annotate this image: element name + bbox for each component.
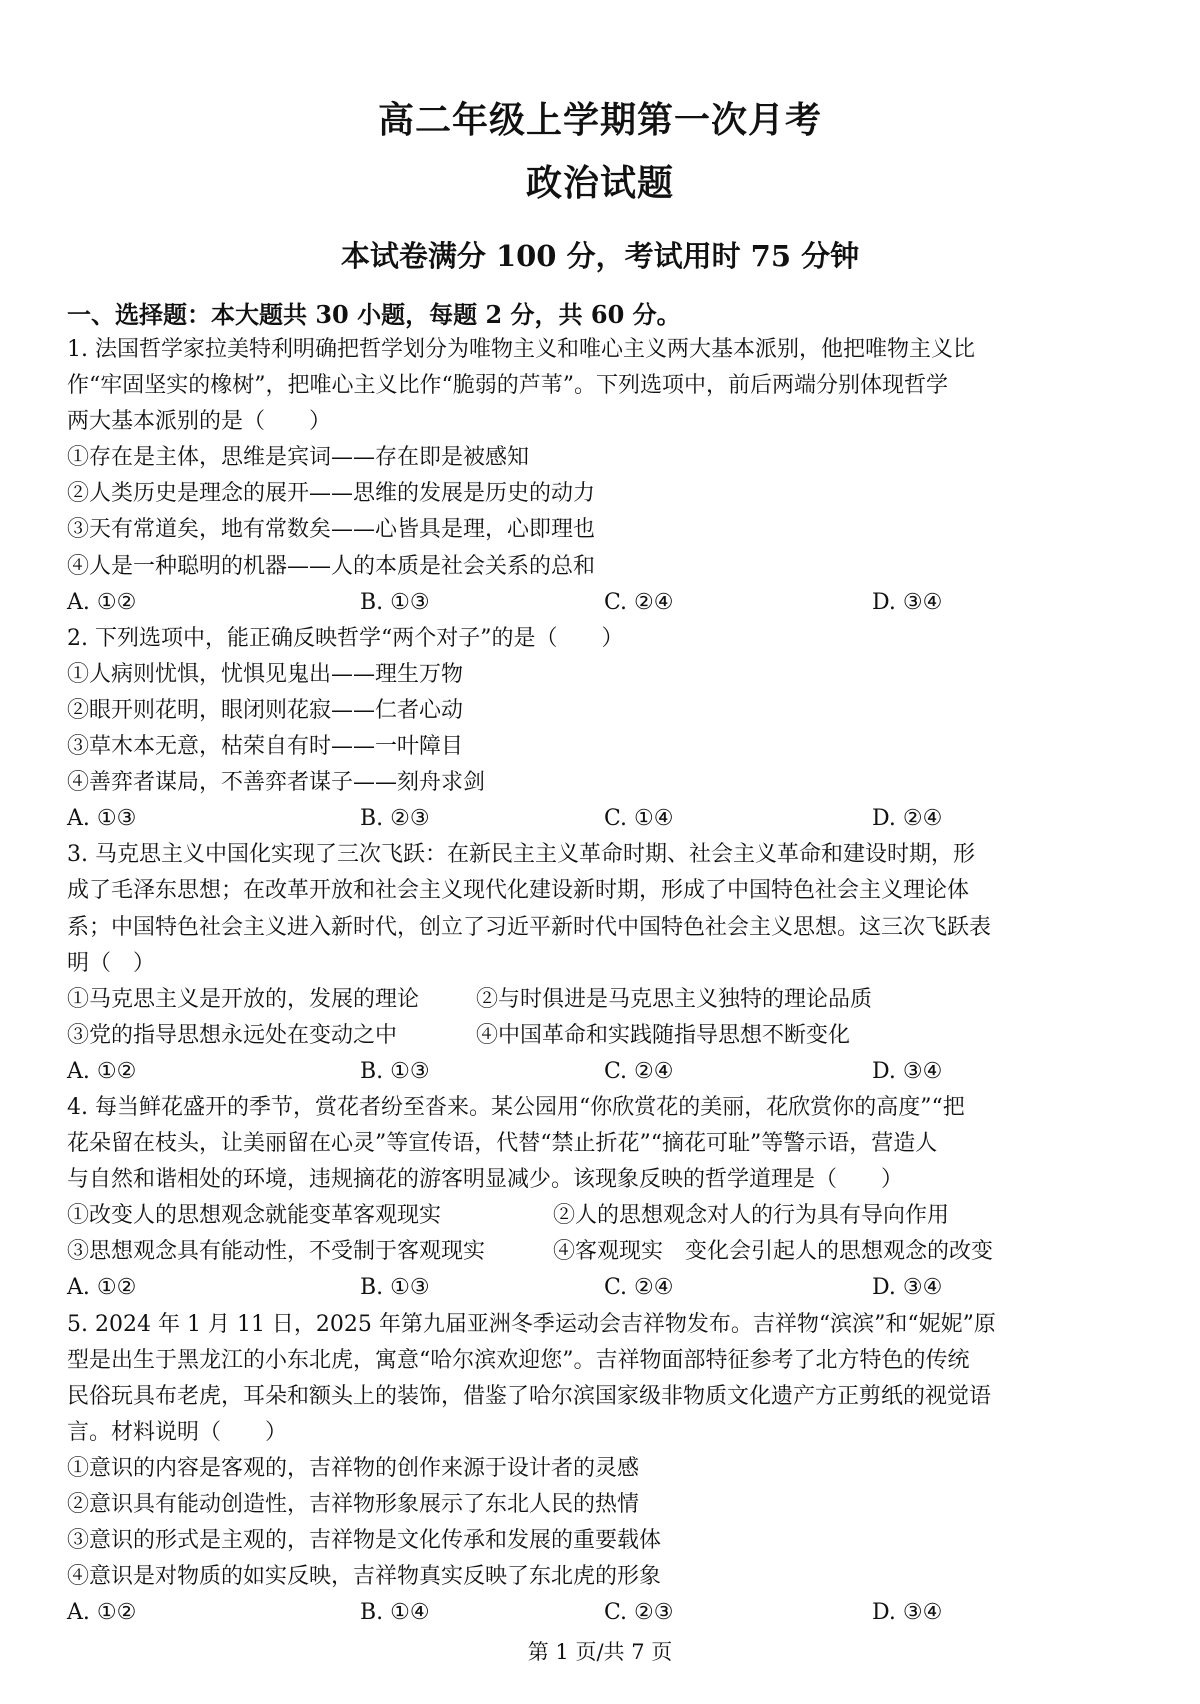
question-5 — [67, 1307, 1139, 1632]
question-stem-line: 成了毛泽东思想；在改革开放和社会主义现代化建设新时期，形成了中国特色社会主义理论体 — [67, 878, 970, 904]
option-b: B. ②③ — [360, 806, 430, 832]
answer-options — [67, 1595, 1139, 1631]
question-item: ②与时俱进是马克思主义独特的理论品质 — [476, 986, 873, 1012]
question-4 — [67, 1090, 1139, 1307]
question-stem-line: 3. 马克思主义中国化实现了三次飞跃：在新民主主义革命时期、社会主义革命和建设时期，形 — [67, 842, 975, 868]
option-a: A. ①② — [67, 1058, 137, 1084]
exam-title: 高二年级上学期第一次月考 — [377, 99, 822, 141]
question-stem-line: 系；中国特色社会主义进入新时代，创立了习近平新时代中国特色社会主义思想。这三次飞跃表 — [67, 914, 992, 940]
question-item: ①意识的内容是客观的，吉祥物的创作来源于设计者的灵感 — [67, 1455, 640, 1481]
question-item: ①人病则忧惧，忧惧见鬼出——理生万物 — [67, 661, 464, 687]
option-c: C. ②④ — [604, 1275, 674, 1301]
option-c: C. ②④ — [604, 1058, 674, 1084]
question-stem-line: 花朵留在枝头，让美丽留在心灵”等宣传语，代替“禁止折花”“摘花可耻”等警示语，营造人 — [67, 1131, 938, 1157]
question-stem-line: 两大基本派别的是（ ） — [67, 409, 332, 435]
option-b: B. ①③ — [360, 589, 430, 615]
option-c: C. ②③ — [604, 1600, 674, 1626]
question-item: ①马克思主义是开放的，发展的理论 — [67, 986, 420, 1012]
option-d: D. ③④ — [872, 589, 943, 615]
question-stem-line: 1. 法国哲学家拉美特利明确把哲学划分为唯物主义和唯心主义两大基本派别，他把唯物主义比 — [67, 337, 975, 362]
question-item: ②意识具有能动创造性，吉祥物形象展示了东北人民的热情 — [67, 1492, 640, 1517]
question-item-pair — [67, 1018, 1139, 1054]
question-item-pair — [67, 1234, 1139, 1270]
answer-options — [67, 1270, 1139, 1306]
question-item-pair — [67, 1198, 1139, 1234]
question-item: ④客观现实 变化会引起人的思想观念的改变 — [553, 1239, 994, 1265]
question-item: ④人是一种聪明的机器——人的本质是社会关系的总和 — [67, 553, 596, 579]
question-stem-line: 作“牢固坚实的橡树”，把唯心主义比作“脆弱的芦苇”。下列选项中，前后两端分别体现哲学 — [67, 373, 948, 399]
question-item-pair — [67, 982, 1139, 1018]
question-item: ③天有常道矣，地有常数矣——心皆具是理，心即理也 — [67, 517, 596, 543]
option-a: A. ①② — [67, 1600, 137, 1626]
question-1 — [67, 332, 1139, 621]
option-d: D. ③④ — [872, 1600, 943, 1626]
option-b: B. ①③ — [360, 1275, 430, 1301]
section-heading: 一、选择题：本大题共 30 小题，每题 2 分，共 60 分。 — [67, 300, 681, 329]
option-b: B. ①④ — [360, 1600, 430, 1626]
question-item: ③党的指导思想永远处在变动之中 — [67, 1022, 398, 1048]
option-d: D. ②④ — [872, 806, 943, 832]
option-a: A. ①② — [67, 589, 137, 615]
question-stem-line: 言。材料说明（ ） — [67, 1419, 288, 1445]
option-d: D. ③④ — [872, 1275, 943, 1301]
option-c: C. ①④ — [604, 806, 674, 832]
exam-info: 本试卷满分 100 分，考试用时 75 分钟 — [340, 239, 860, 273]
question-stem-line: 型是出生于黑龙江的小东北虎，寓意“哈尔滨欢迎您”。吉祥物面部特征参考了北方特色的传统 — [67, 1347, 970, 1373]
question-item: ④善弈者谋局，不善弈者谋子——刻舟求剑 — [67, 770, 486, 796]
page-number: 第 1 页/共 7 页 — [527, 1640, 673, 1664]
option-d: D. ③④ — [872, 1058, 943, 1084]
question-stem-line: 民俗玩具布老虎，耳朵和额头上的装饰，借鉴了哈尔滨国家级非物质文化遗产方正剪纸的视觉语 — [67, 1383, 992, 1409]
question-item: ①存在是主体，思维是宾词——存在即是被感知 — [67, 445, 530, 471]
question-item: ④意识是对物质的如实反映，吉祥物真实反映了东北虎的形象 — [67, 1564, 662, 1590]
question-item: ③草木本无意，枯荣自有时——一叶障目 — [67, 734, 464, 760]
question-item: ③意识的形式是主观的，吉祥物是文化传承和发展的重要载体 — [67, 1528, 662, 1554]
answer-options — [67, 801, 1139, 837]
option-a: A. ①③ — [67, 806, 137, 832]
question-stem-line: 明（ ） — [67, 950, 156, 976]
exam-subject-title: 政治试题 — [525, 162, 674, 204]
question-stem-line: 2. 下列选项中，能正确反映哲学“两个对子”的是（ ） — [67, 625, 624, 651]
question-item: ④中国革命和实践随指导思想不断变化 — [476, 1022, 851, 1048]
question-item: ②眼开则花明，眼闭则花寂——仁者心动 — [67, 697, 464, 723]
question-3 — [67, 837, 1139, 1090]
answer-options — [67, 1054, 1139, 1090]
question-stem-line: 与自然和谐相处的环境，违规摘花的游客明显减少。该现象反映的哲学道理是（ ） — [67, 1167, 904, 1193]
option-a: A. ①② — [67, 1275, 137, 1301]
option-c: C. ②④ — [604, 589, 674, 615]
option-b: B. ①③ — [360, 1058, 430, 1084]
question-item: ②人的思想观念对人的行为具有导向作用 — [553, 1203, 950, 1229]
question-item: ①改变人的思想观念就能变革客观现实 — [67, 1203, 442, 1229]
question-2 — [67, 621, 1139, 838]
question-stem-line: 5. 2024 年 1 月 11 日，2025 年第九届亚洲冬季运动会吉祥物发布。吉祥物“滨滨”和“妮妮”原 — [67, 1311, 996, 1337]
question-stem-line: 4. 每当鲜花盛开的季节，赏花者纷至沓来。某公园用“你欣赏花的美丽，花欣赏你的高度”“把 — [67, 1094, 965, 1120]
question-item: ②人类历史是理念的展开——思维的发展是历史的动力 — [67, 481, 596, 507]
exam-content — [67, 298, 1139, 1631]
question-item: ③思想观念具有能动性，不受制于客观现实 — [67, 1239, 486, 1265]
answer-options — [67, 585, 1139, 621]
